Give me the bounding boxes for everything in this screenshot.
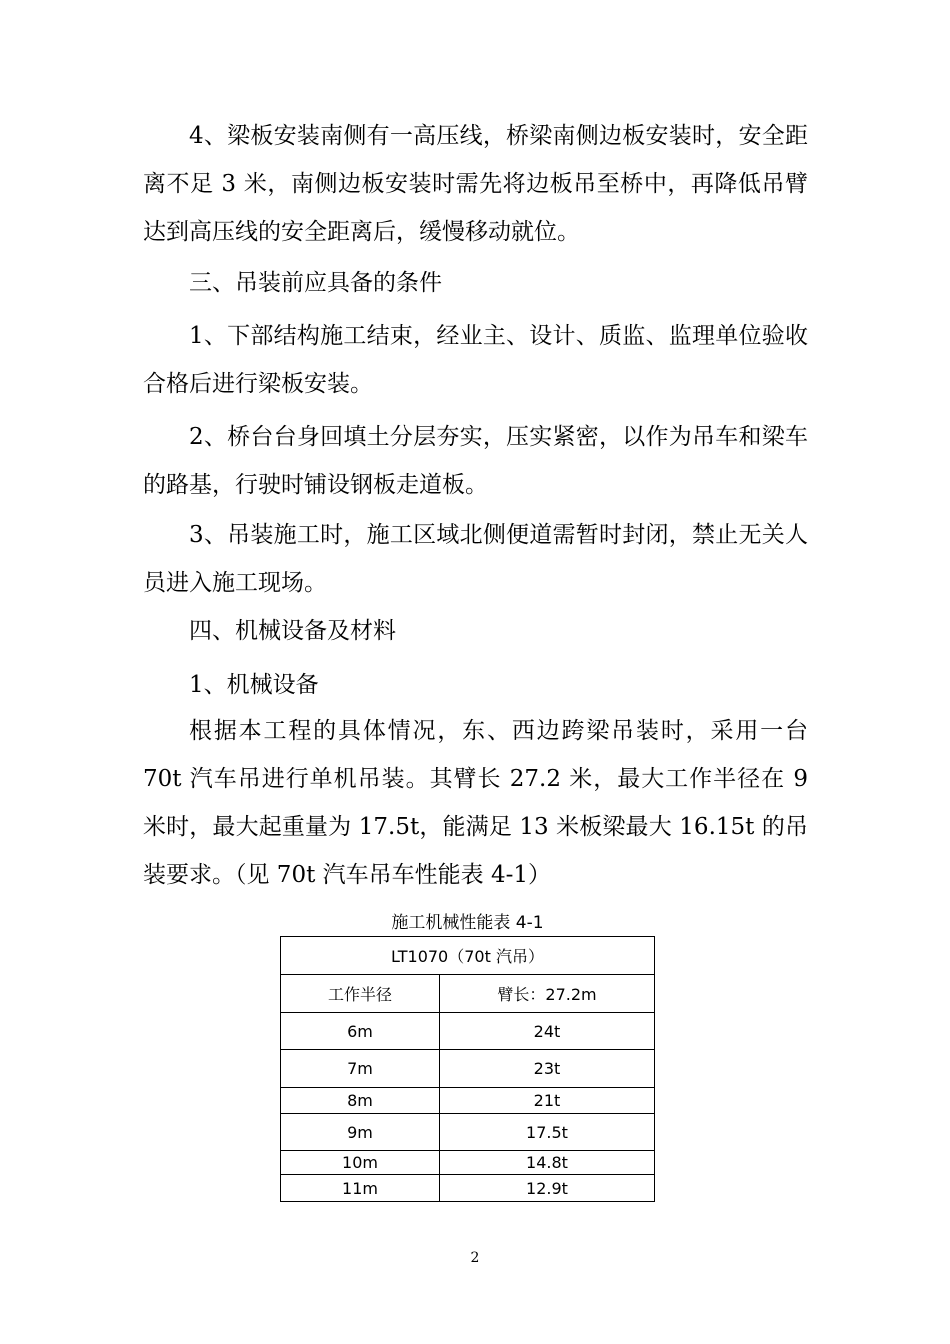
table-cell-radius: 9m [281,1114,440,1151]
paragraph-condition-3: 3、吊装施工时，施工区域北侧便道需暂时封闭，禁止无关人员进入施工现场。 [143,522,808,596]
table-row [281,1114,655,1151]
paragraph-condition-1: 1、下部结构施工结束，经业主、设计、质监、监理单位验收合格后进行梁板安装。 [143,323,808,397]
table-row [281,1151,655,1175]
table-row [281,1013,655,1050]
heading-equipment: 四、机械设备及材料 [189,618,396,644]
table-cell-radius: 11m [281,1175,440,1202]
table-cell-capacity: 17.5t [440,1114,655,1151]
heading-machinery: 1、机械设备 [189,672,319,698]
table-cell-capacity: 12.9t [440,1175,655,1202]
table-title: LT1070（70t 汽吊） [281,937,655,975]
crane-performance-table [280,936,655,1202]
table-row [281,1050,655,1088]
table-caption: 施工机械性能表 4-1 [391,913,544,933]
table-row [281,1175,655,1202]
table-cell-radius: 10m [281,1151,440,1175]
table-cell-capacity: 23t [440,1050,655,1088]
paragraph-crane-description: 根据本工程的具体情况，东、西边跨梁吊装时，采用一台 70t 汽车吊进行单机吊装。其臂长 27.2 米，最大工作半径在 9 米时，最大起重量为 17.5t，能满足 13 米板梁最大 16.15t 的吊装要求。（见 70t 汽车吊车性能表 4-1） [143,718,808,888]
table-header-boom: 臂长：27.2m [440,975,655,1013]
heading-preconditions: 三、吊装前应具备的条件 [189,270,442,296]
table-header-radius: 工作半径 [281,975,440,1013]
paragraph-high-voltage: 4、梁板安装南侧有一高压线，桥梁南侧边板安装时，安全距离不足 3 米，南侧边板安装时需先将边板吊至桥中，再降低吊臂达到高压线的安全距离后，缓慢移动就位。 [143,123,808,245]
table-cell-radius: 7m [281,1050,440,1088]
paragraph-condition-2: 2、桥台台身回填土分层夯实，压实紧密，以作为吊车和梁车的路基，行驶时铺设钢板走道板。 [143,424,808,498]
table-cell-radius: 6m [281,1013,440,1050]
table-cell-capacity: 14.8t [440,1151,655,1175]
table-cell-capacity: 24t [440,1013,655,1050]
page-number: 2 [470,1250,480,1266]
table-row [281,1088,655,1114]
table-cell-capacity: 21t [440,1088,655,1114]
table-cell-radius: 8m [281,1088,440,1114]
